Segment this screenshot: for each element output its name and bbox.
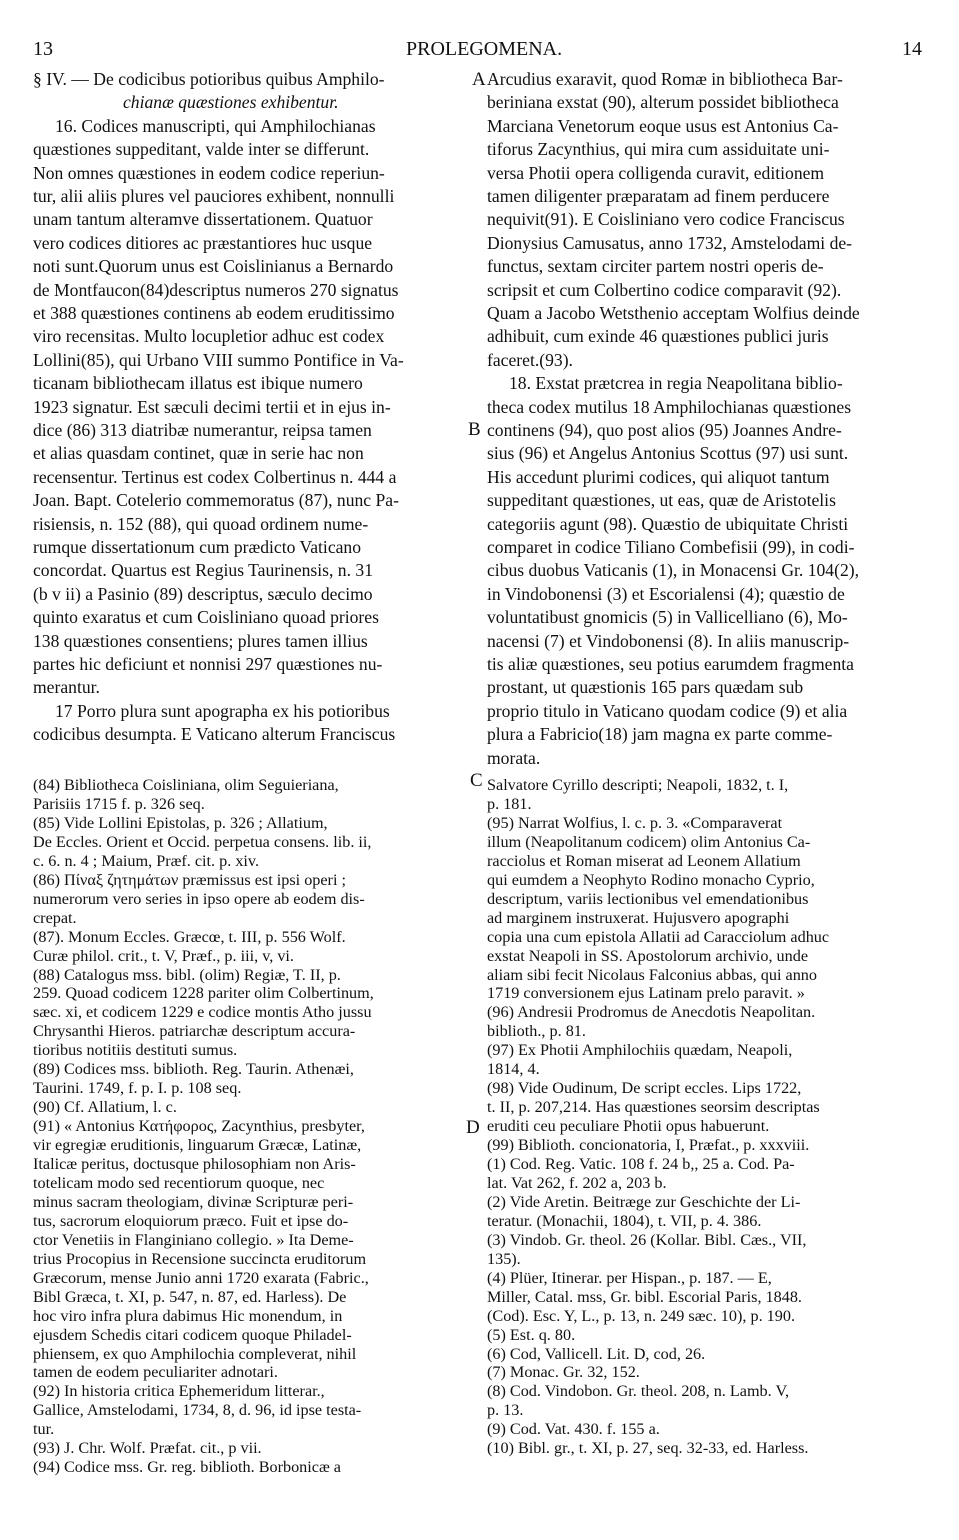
text-line: p. 181.	[487, 794, 532, 813]
text-line: faceret.(93).	[487, 349, 573, 370]
text-line: exstat Neapoli in SS. Apostolorum archivio, unde	[487, 946, 809, 965]
text-line: Salvatore Cyrillo descripti; Neapoli, 1832, t. I,	[487, 776, 789, 794]
text-line: t. II, p. 207,214. Has quæstiones seorsim descriptas	[487, 1098, 820, 1117]
text-line: descriptum, variis lectionibus vel emendationibus	[487, 889, 809, 908]
text-line: (94) Codice mss. Gr. reg. biblioth. Borbonicæ a	[33, 1458, 341, 1477]
text-line: teratur. (Monachii, 1804), t. VII, p. 4. 386.	[487, 1211, 762, 1230]
text-line: 18. Exstat prætcrea in regia Neapolitana biblio-	[509, 373, 843, 394]
text-line: Lollini(85), qui Urbano VIII summo Pontifice in Va-	[33, 349, 404, 370]
text-line: Marciana Venetorum eoque usus est Antonius Ca-	[487, 115, 839, 136]
text-line: lat. Vat 262, f. 202 a, 203 b.	[487, 1173, 667, 1192]
text-line: totelicam modo sed recentiorum quoque, nec	[33, 1173, 325, 1192]
text-line: (93) J. Chr. Wolf. Præfat. cit., p vii.	[33, 1439, 262, 1458]
text-line: 16. Codices manuscripti, qui Amphilochianas	[55, 115, 376, 136]
text-line: eruditi ceu peculiare Photii opus habuerunt.	[487, 1117, 770, 1136]
text-line: chianæ quæstiones exhibentur.	[123, 92, 339, 113]
text-line: codicibus desumpta. E Vaticano alterum Franciscus	[33, 724, 396, 745]
text-line: (99) Biblioth. concionatoria, I, Præfat., p. xxxviii.	[487, 1136, 810, 1155]
text-line: ad marginem instruxerat. Hujusvero apographi	[487, 908, 790, 927]
text-line: Joan. Bapt. Cotelerio commemoratus (87), nunc Pa-	[33, 490, 399, 511]
text-line: beriniana exstat (90), alterum possidet bibliotheca	[487, 92, 839, 113]
text-line: tamen diligenter præparatam ad finem perducere	[487, 186, 830, 206]
text-line: versa Photii opera colligenda curavit, editionem	[487, 162, 825, 183]
text-line: (87). Monum Eccles. Græcœ, t. III, p. 556 Wolf.	[33, 927, 346, 946]
text-line: racciolus et Roman miserat ad Leonem Allatium	[487, 851, 801, 870]
text-line: merantur.	[33, 677, 100, 698]
text-line: morata.	[487, 747, 541, 768]
text-line: rumque dissertationum cum prædicto Vaticano	[33, 537, 362, 557]
text-line: biblioth., p. 81.	[487, 1022, 586, 1041]
text-line: 138 quæstiones consentiens; plures tamen illius	[33, 630, 368, 651]
text-line: viro recensitas. Multo locupletior adhuc est codex	[33, 326, 385, 347]
text-line: continens (94), quo post alios (95) Joannes Andre-	[487, 420, 842, 440]
text-line: (6) Cod, Vallicell. Lit. D, cod, 26.	[487, 1344, 706, 1363]
text-line: Parisiis 1715 f. p. 326 seq.	[33, 794, 205, 813]
text-line: minus sacram theologiam, divinæ Scripturæ peri-	[33, 1192, 354, 1211]
text-line: risiensis, n. 152 (88), qui quoad ordinem nume-	[33, 513, 369, 534]
text-line: 17 Porro plura sunt apographa ex his potioribus	[55, 700, 390, 721]
text-line: vir egregiæ eruditionis, linguarum Græcæ, Latinæ,	[33, 1136, 362, 1155]
text-line: unam tantum alteramve dissertationem. Quatuor	[33, 209, 373, 230]
text-line: (8) Cod. Vindobon. Gr. theol. 208, n. Lamb. V,	[487, 1382, 790, 1401]
text-line: numerorum vero series in ipso opere ab eodem dis-	[33, 889, 365, 908]
text-line: illum (Neapolitanum codicem) olim Antonius Ca-	[487, 832, 811, 851]
text-line: comparet in codice Tiliano Combefisii (99), in codi-	[487, 537, 855, 557]
text-line: trius Procopius in Recensione succincta eruditorum	[33, 1249, 367, 1268]
running-title: PROLEGOMENA.	[406, 38, 563, 60]
text-line: cibus duobus Vaticanis (1), in Monacensi Gr. 104(2),	[487, 560, 860, 581]
text-line: sius (96) et Angelus Antonius Scottus (97) usi sunt.	[487, 443, 849, 464]
text-line: (85) Vide Lollini Epistolas, p. 326 ; Allatium,	[33, 813, 328, 832]
text-line: De Eccles. Orient et Occid. perpetua consens. lib. ii,	[33, 832, 372, 851]
text-line: Miller, Catal. mss, Gr. bibl. Escorial Paris, 1848.	[487, 1287, 802, 1306]
text-line: (4) Plüer, Itinerar. per Hispan., p. 187. — E,	[487, 1268, 772, 1287]
text-line: 1719 conversionem ejus Latinam prelo paravit. »	[487, 984, 805, 1003]
text-line: (97) Ex Photii Amphilochiis quædam, Neapoli,	[487, 1041, 793, 1060]
text-line: theca codex mutilus 18 Amphilochianas quæstiones	[487, 396, 852, 417]
text-line: ctor Venetiis in Flanginiano collegio. » Ita Deme-	[33, 1230, 354, 1249]
text-line: Taurini. 1749, f. p. I. p. 108 seq.	[33, 1079, 242, 1098]
text-line: 135).	[487, 1249, 521, 1268]
text-line: tioribus notitiis destituti sumus.	[33, 1041, 238, 1060]
text-line: 1923 signatur. Est sæculi decimi tertii et in ejus in-	[33, 396, 391, 417]
text-line: (Cod). Esc. Y, L., p. 13, n. 249 sæc. 10), p. 190.	[487, 1306, 795, 1325]
text-line: (89) Codices mss. biblioth. Reg. Taurin. Athenæi,	[33, 1060, 354, 1079]
text-line: Curæ philol. crit., t. V, Præf., p. iii, v, vi.	[33, 946, 294, 965]
text-line: (90) Cf. Allatium, l. c.	[33, 1098, 177, 1117]
text-line: vero codices ditiores ac præstantiores huc usque	[33, 232, 373, 253]
text-line: (9) Cod. Vat. 430. f. 155 a.	[487, 1420, 660, 1439]
page-number-left: 13	[33, 38, 53, 60]
text-line: in Vindobonensi (3) et Escorialensi (4); quæstio de	[487, 583, 845, 604]
text-line: et 388 quæstiones continens ab eodem eruditissimo	[33, 303, 395, 323]
text-line: 259. Quoad codicem 1228 pariter olim Colbertinum,	[33, 984, 374, 1003]
text-line: ejusdem Schedis citari codicem quoque Philadel-	[33, 1325, 352, 1344]
text-line: prostant, ut quæstionis 165 pars quædam sub	[487, 677, 804, 698]
text-line: (96) Andresii Prodromus de Anecdotis Neapolitan.	[487, 1003, 816, 1022]
text-line: quinto exaratus et cum Coisliniano quoad priores	[33, 607, 379, 628]
text-line: (10) Bibl. gr., t. XI, p. 27, seq. 32-33, ed. Harless.	[487, 1439, 809, 1458]
text-line: tur, alii aliis plures vel pauciores exhibent, nonnulli	[33, 186, 395, 206]
text-line: (88) Catalogus mss. bibl. (olim) Regiæ, T. II, p.	[33, 965, 341, 984]
text-line: plura a Fabricio(18) jam magna ex parte comme-	[487, 724, 833, 745]
margin-letter: A	[472, 69, 486, 90]
text-line: tis aliæ quæstiones, seu potius earumdem fragmenta	[487, 654, 854, 674]
text-line: Non omnes quæstiones in eodem codice reperiun-	[33, 162, 385, 183]
text-line: § IV. — De codicibus potioribus quibus Amphilo-	[33, 69, 385, 89]
text-line: tus, sacrorum eloquiorum præco. Fuit et ipse do-	[33, 1211, 349, 1230]
text-line: (98) Vide Oudinum, De script eccles. Lips 1722,	[487, 1079, 802, 1098]
text-line: Chrysanthi Hieros. patriarchæ descriptum accura-	[33, 1022, 356, 1041]
text-line: sæc. xi, et codicem 1229 e codice montis Atho jussu	[33, 1003, 372, 1022]
text-line: nequivit(91). E Coisliniano vero codice Franciscus	[487, 209, 845, 230]
text-line: functus, sextam circiter partem nostri operis de-	[487, 256, 824, 277]
text-line: suppeditant quæstiones, ut eas, quæ de Aristotelis	[487, 490, 836, 511]
text-line: (91) « Antonius Κατήφορος, Zacynthius, presbyter,	[33, 1117, 365, 1136]
text-line: copia una cum epistola Allatii ad Caracciolum adhuc	[487, 927, 830, 946]
text-line: quæstiones suppeditant, valde inter se differunt.	[33, 139, 370, 160]
text-line: voluntatibust gnomicis (5) in Vallicelliano (6), Mo-	[487, 607, 848, 628]
text-line: crepat.	[33, 908, 77, 927]
text-line: scripsit et cum Colbertino codice comparavit (92).	[487, 279, 842, 300]
margin-letter: B	[468, 419, 481, 440]
text-line: c. 6. n. 4 ; Maium, Præf. cit. p. xiv.	[33, 851, 260, 870]
text-line: Græcorum, mense Junio anni 1720 exarata (Fabric.,	[33, 1268, 369, 1287]
text-line: adhibuit, cum exinde 46 quæstiones publici juris	[487, 326, 829, 347]
text-line: (84) Bibliotheca Coisliniana, olim Seguieriana,	[33, 776, 339, 794]
text-line: (b v ii) a Pasinio (89) descriptus, sæculo decimo	[33, 583, 373, 604]
text-line: categoriis agunt (98). Quæstio de ubiquitate Christi	[487, 513, 849, 534]
text-line: phiensem, ex quo Amphilochia compleverat, nihil	[33, 1344, 357, 1363]
margin-letter: D	[466, 1117, 480, 1138]
text-line: noti sunt.Quorum unus est Coislinianus a Bernardo	[33, 256, 394, 277]
text-line: Italicæ peritus, doctusque philosophiam non Aris-	[33, 1155, 356, 1173]
text-line: (1) Cod. Reg. Vatic. 108 f. 24 b,, 25 a. Cod. Pa-	[487, 1155, 795, 1173]
text-line: recensentur. Tertinus est codex Colbertinus n. 444 a	[33, 466, 397, 487]
text-line: (95) Narrat Wolfius, l. c. p. 3. «Comparaverat	[487, 813, 783, 832]
text-line: p. 13.	[487, 1401, 524, 1420]
text-line: tiforus Zacynthius, qui mira cum assiduitate uni-	[487, 139, 830, 160]
text-line: (5) Est. q. 80.	[487, 1325, 576, 1344]
text-line: Dionysius Camusatus, anno 1732, Amstelodami de-	[487, 232, 853, 253]
text-line: de Montfaucon(84)descriptus numeros 270 signatus	[33, 279, 399, 300]
text-line: Bibl Græca, t. XI, p. 547, n. 87, ed. Harless). De	[33, 1287, 347, 1306]
text-line: Quam a Jacobo Wetsthenio acceptam Wolfius deinde	[487, 303, 860, 323]
text-line: partes hic deficiunt et nonnisi 297 quæstiones nu-	[33, 654, 383, 674]
text-line: (92) In historia critica Ephemeridum litterar.,	[33, 1382, 325, 1401]
text-line: Gallice, Amstelodami, 1734, 8, d. 96, id ipse testa-	[33, 1401, 362, 1420]
text-line: His accedunt plurimi codices, qui aliquot tantum	[487, 466, 830, 487]
text-line: hoc viro infra plura dabimus Hic monendum, in	[33, 1306, 343, 1325]
page-number-right: 14	[902, 38, 922, 60]
text-line: (3) Vindob. Gr. theol. 26 (Kollar. Bibl. Cæs., VII,	[487, 1230, 807, 1249]
text-line: (7) Monac. Gr. 32, 152.	[487, 1363, 640, 1382]
text-line: tur.	[33, 1420, 55, 1439]
text-line: 1814, 4.	[487, 1060, 540, 1079]
text-line: aliam sibi fecit Nicolaus Falconius abbas, qui anno	[487, 965, 817, 984]
text-line: dice (86) 313 diatribæ numerantur, reipsa tamen	[33, 420, 372, 440]
text-line: Arcudius exaravit, quod Romæ in bibliotheca Bar-	[487, 69, 843, 89]
text-line: et alias quasdam continet, quæ in serie hac non	[33, 443, 364, 464]
margin-letter: C	[470, 770, 483, 791]
text-line: nacensi (7) et Vindobonensi (8). In aliis manuscrip-	[487, 630, 850, 651]
text-line: ticanam bibliothecam illatus est ibique numero	[33, 373, 363, 394]
text-line: tamen de eodem peculiariter adnotari.	[33, 1363, 278, 1382]
text-line: (86) Πίναξ ζητημάτων præmissus est ipsi operi ;	[33, 870, 346, 889]
text-line: concordat. Quartus est Regius Taurinensis, n. 31	[33, 560, 373, 581]
text-line: (2) Vide Aretin. Beitræge zur Geschichte der Li-	[487, 1192, 801, 1211]
text-line: qui eumdem a Neophyto Rodino monacho Cyprio,	[487, 870, 815, 889]
text-line: proprio titulo in Vaticano quodam codice (9) et alia	[487, 700, 848, 721]
